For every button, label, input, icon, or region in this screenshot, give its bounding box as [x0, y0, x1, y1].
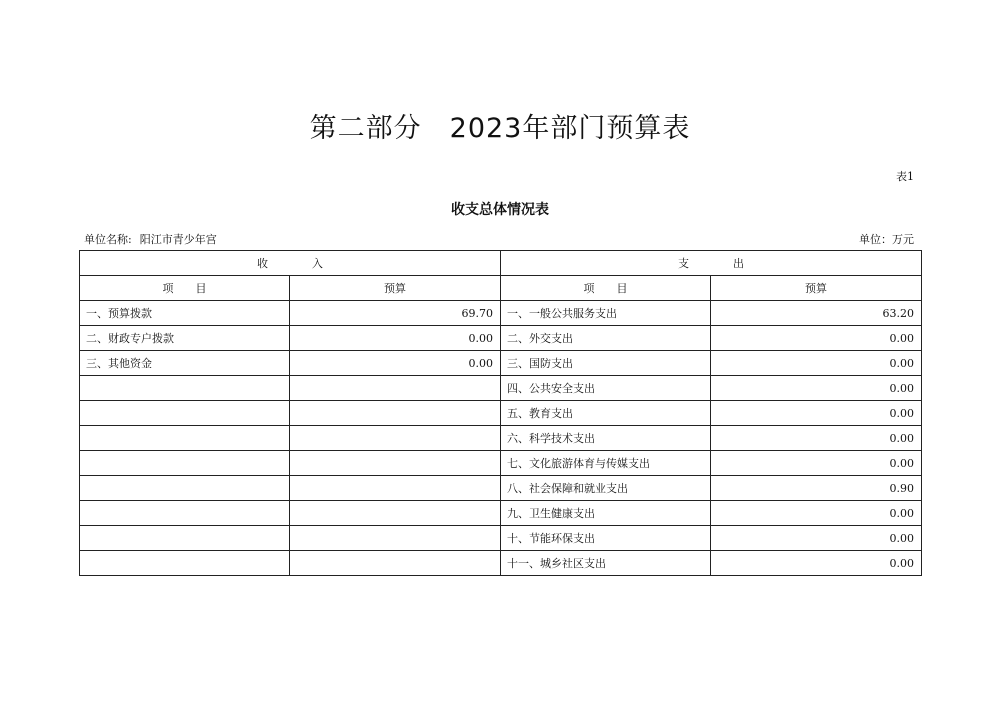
table-row — [80, 451, 922, 476]
income-value-cell — [290, 376, 501, 401]
table-row — [80, 526, 922, 551]
unit-name-value: 阳江市青少年宫 — [139, 233, 217, 246]
expense-item-cell: 三、国防支出 — [501, 351, 711, 376]
expense-item-cell: 十一、城乡社区支出 — [501, 551, 711, 576]
expense-value-cell: 0.00 — [711, 401, 922, 426]
income-value-cell — [290, 551, 501, 576]
unit-name-label: 单位名称: — [84, 233, 132, 246]
table-title: 收支总体情况表 — [451, 202, 549, 218]
expense-item-header: 项 目 — [501, 276, 711, 301]
income-value-cell — [290, 526, 501, 551]
expense-value-cell: 0.00 — [711, 551, 922, 576]
table-row — [80, 351, 922, 376]
expense-value-cell: 0.00 — [711, 451, 922, 476]
table-number: 表1 — [896, 170, 914, 183]
income-item-cell — [80, 501, 290, 526]
table-row — [80, 401, 922, 426]
expense-value-cell: 0.00 — [711, 426, 922, 451]
column-header-row — [80, 276, 922, 301]
expense-header: 支 出 — [501, 251, 922, 276]
money-unit: 单位：万元 — [859, 233, 914, 246]
income-item-cell — [80, 526, 290, 551]
expense-item-cell: 六、科学技术支出 — [501, 426, 711, 451]
income-item-header: 项 目 — [80, 276, 290, 301]
expense-value-cell: 0.00 — [711, 526, 922, 551]
page-title: 第二部分 2023年部门预算表 — [309, 113, 691, 144]
income-value-cell — [290, 401, 501, 426]
expense-item-cell: 五、教育支出 — [501, 401, 711, 426]
expense-value-cell: 0.00 — [711, 501, 922, 526]
expense-item-cell: 四、公共安全支出 — [501, 376, 711, 401]
table-row — [80, 301, 922, 326]
table-row — [80, 551, 922, 576]
table-row — [80, 476, 922, 501]
expense-item-cell: 八、社会保障和就业支出 — [501, 476, 711, 501]
income-item-cell — [80, 401, 290, 426]
expense-budget-header: 预算 — [711, 276, 922, 301]
income-value-cell: 0.00 — [290, 326, 501, 351]
income-budget-header: 预算 — [290, 276, 501, 301]
income-value-cell: 69.70 — [290, 301, 501, 326]
expense-item-cell: 一、一般公共服务支出 — [501, 301, 711, 326]
expense-value-cell: 63.20 — [711, 301, 922, 326]
income-value-cell — [290, 501, 501, 526]
unit-name-line — [84, 231, 217, 247]
income-item-cell — [80, 376, 290, 401]
income-item-cell — [80, 451, 290, 476]
income-item-cell — [80, 426, 290, 451]
expense-value-cell: 0.90 — [711, 476, 922, 501]
income-item-cell — [80, 551, 290, 576]
income-value-cell — [290, 476, 501, 501]
income-header: 收 入 — [80, 251, 501, 276]
budget-table — [79, 250, 922, 576]
income-value-cell: 0.00 — [290, 351, 501, 376]
income-item-cell: 三、其他资金 — [80, 351, 290, 376]
expense-value-cell: 0.00 — [711, 326, 922, 351]
section-header-row — [80, 251, 922, 276]
income-value-cell — [290, 426, 501, 451]
expense-value-cell: 0.00 — [711, 351, 922, 376]
table-row — [80, 376, 922, 401]
expense-item-cell: 二、外交支出 — [501, 326, 711, 351]
expense-item-cell: 七、文化旅游体育与传媒支出 — [501, 451, 711, 476]
expense-value-cell: 0.00 — [711, 376, 922, 401]
expense-item-cell: 九、卫生健康支出 — [501, 501, 711, 526]
income-item-cell: 二、财政专户拨款 — [80, 326, 290, 351]
income-item-cell — [80, 476, 290, 501]
expense-item-cell: 十、节能环保支出 — [501, 526, 711, 551]
table-row — [80, 501, 922, 526]
income-item-cell: 一、预算拨款 — [80, 301, 290, 326]
income-value-cell — [290, 451, 501, 476]
table-row — [80, 426, 922, 451]
table-row — [80, 326, 922, 351]
